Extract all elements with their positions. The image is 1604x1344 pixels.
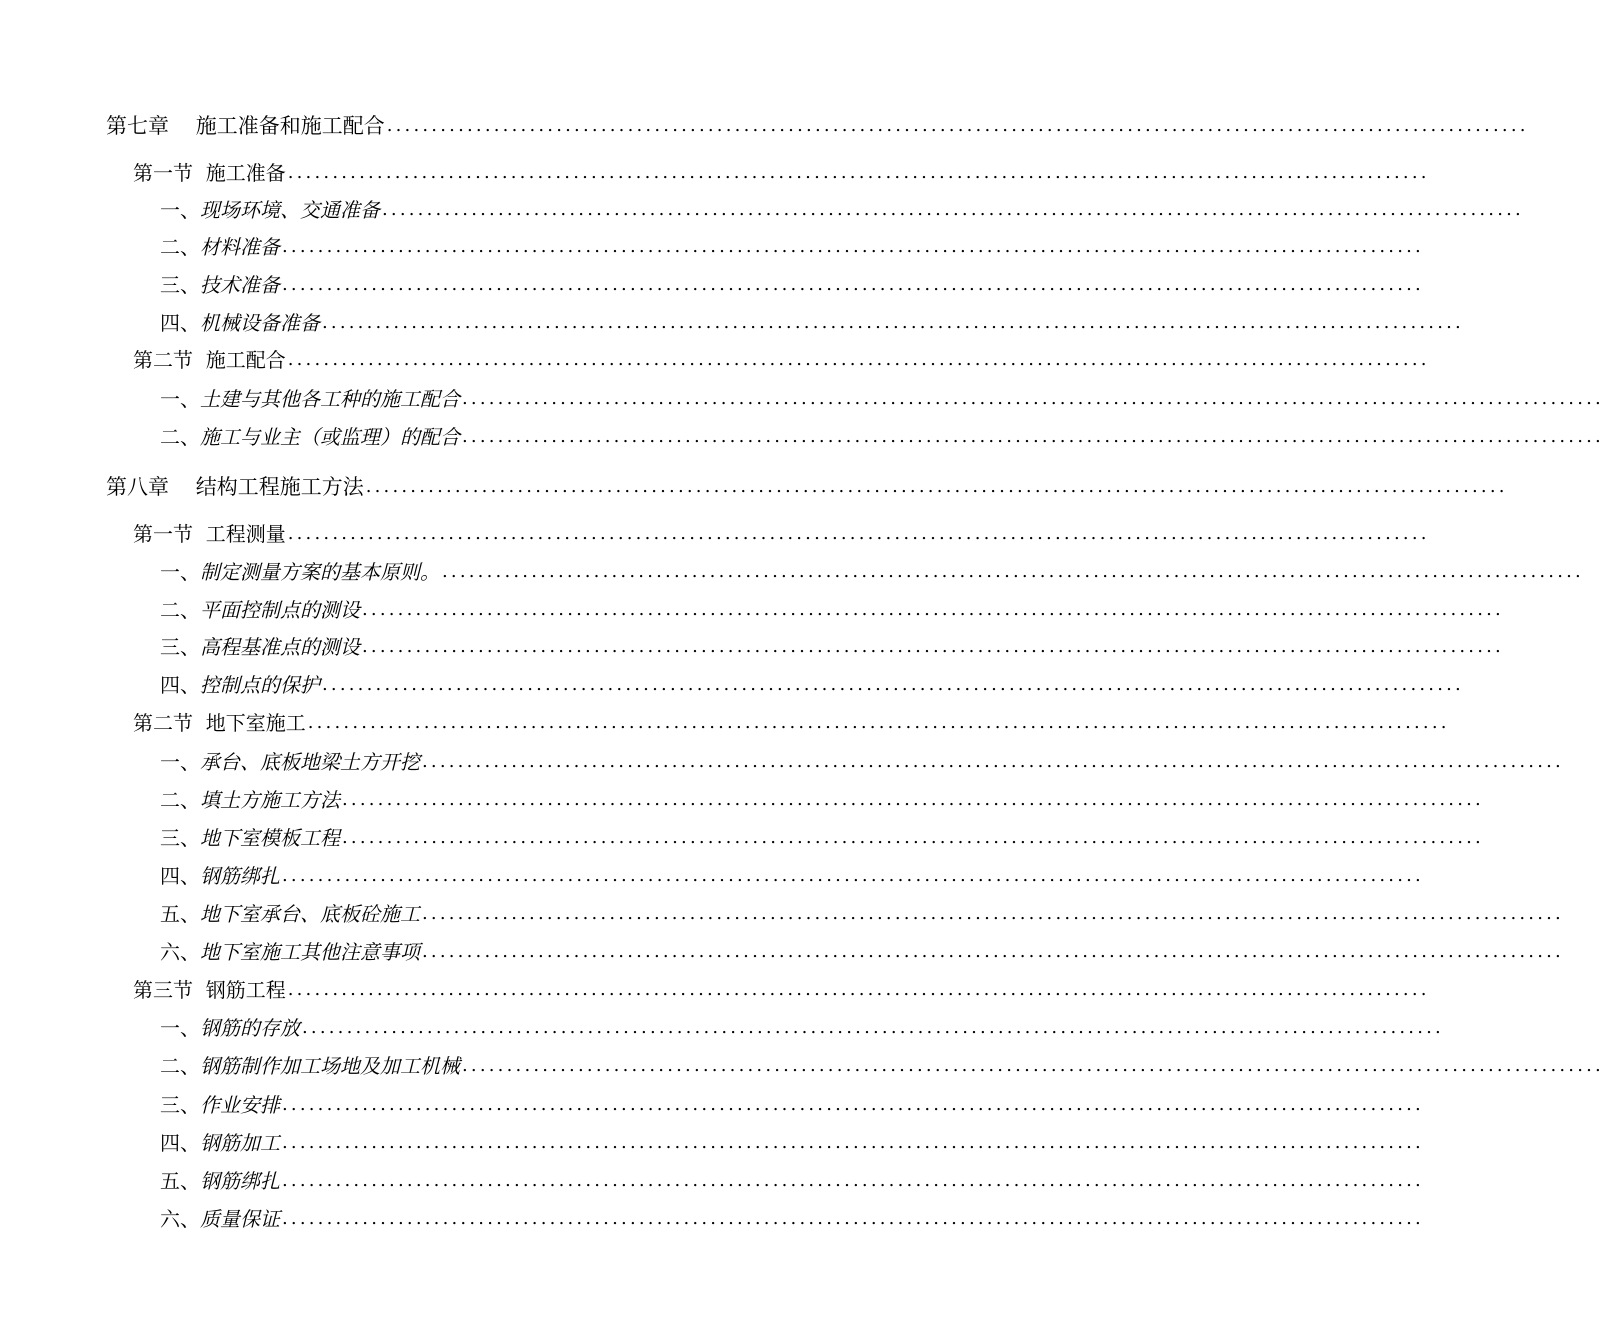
item-title: 钢筋制作加工场地及加工机械	[200, 1054, 460, 1078]
dot-leader: ................................................................................................................................	[386, 115, 1529, 136]
dot-leader: ................................................................................................................................	[282, 1132, 1424, 1153]
item-title: 作业安排	[200, 1093, 280, 1117]
dot-leader: ................................................................................................................................	[282, 274, 1424, 295]
toc-label	[160, 383, 460, 415]
item-title: 地下室模板工程	[200, 826, 340, 850]
toc-item[interactable]	[160, 307, 1464, 339]
toc-label	[160, 1165, 280, 1197]
toc-label	[160, 1089, 280, 1121]
toc-label: 第八章 结构工程施工方法	[106, 475, 364, 499]
toc-section-8-2[interactable]	[133, 707, 1450, 739]
item-number: 三、	[160, 273, 200, 297]
toc-label	[160, 1127, 280, 1159]
dot-leader: ................................................................................................................................	[287, 349, 1430, 370]
toc-label	[160, 556, 440, 588]
toc-label	[160, 421, 460, 453]
dot-leader: ................................................................................................................................	[282, 1208, 1424, 1229]
toc-label	[160, 1203, 280, 1235]
dot-leader: ................................................................................................................................	[462, 426, 1604, 447]
dot-leader: ................................................................................................................................	[342, 789, 1484, 810]
toc-chapter-8[interactable]	[106, 471, 1508, 503]
dot-leader: ................................................................................................................................	[322, 674, 1464, 695]
toc-section-8-3[interactable]	[133, 974, 1430, 1006]
item-number: 一、	[160, 387, 200, 411]
toc-label	[160, 860, 280, 892]
toc-label	[160, 784, 340, 816]
item-number: 一、	[160, 1016, 200, 1040]
dot-leader: ................................................................................................................................	[342, 827, 1484, 848]
item-number: 一、	[160, 198, 200, 222]
item-number: 六、	[160, 940, 200, 964]
toc-item[interactable]	[160, 383, 1604, 415]
dot-leader: ................................................................................................................................	[287, 523, 1430, 544]
toc-item[interactable]	[160, 1165, 1424, 1197]
item-number: 三、	[160, 635, 200, 659]
toc-item[interactable]	[160, 1203, 1424, 1235]
item-title: 钢筋的存放	[200, 1016, 300, 1040]
item-number: 五、	[160, 1169, 200, 1193]
toc-label	[160, 746, 420, 778]
item-number: 二、	[160, 788, 200, 812]
item-number: 六、	[160, 1207, 200, 1231]
toc-item[interactable]	[160, 746, 1564, 778]
item-number: 二、	[160, 1054, 200, 1078]
dot-leader: ................................................................................................................................	[462, 1055, 1604, 1076]
item-title: 质量保证	[200, 1207, 280, 1231]
dot-leader: ................................................................................................................................	[282, 1170, 1424, 1191]
toc-section-7-1[interactable]	[133, 157, 1430, 189]
item-number: 五、	[160, 902, 200, 926]
toc-item[interactable]	[160, 194, 1524, 226]
dot-leader: ................................................................................................................................	[422, 903, 1564, 924]
item-number: 四、	[160, 1131, 200, 1155]
toc-item[interactable]	[160, 594, 1504, 626]
item-title: 现场环境、交通准备	[200, 198, 380, 222]
toc-item[interactable]	[160, 231, 1424, 263]
toc-item[interactable]	[160, 1050, 1604, 1082]
toc-item[interactable]	[160, 784, 1484, 816]
item-title: 制定测量方案的基本原则。	[200, 560, 440, 584]
toc-label	[160, 231, 280, 263]
toc-label: 第二节 施工配合	[133, 348, 286, 372]
dot-leader: ................................................................................................................................	[282, 1094, 1424, 1115]
toc-section-7-2[interactable]	[133, 344, 1430, 376]
dot-leader: ................................................................................................................................	[422, 941, 1564, 962]
item-title: 施工与业主（或监理）的配合	[200, 425, 460, 449]
dot-leader: ................................................................................................................................	[282, 865, 1424, 886]
dot-leader: ................................................................................................................................	[362, 599, 1504, 620]
toc-label: 第一节 工程测量	[133, 522, 286, 546]
item-title: 机械设备准备	[200, 311, 320, 335]
item-number: 四、	[160, 864, 200, 888]
toc-label	[160, 669, 320, 701]
item-title: 地下室施工其他注意事项	[200, 940, 420, 964]
dot-leader: ................................................................................................................................	[365, 476, 1508, 497]
toc-label	[160, 1050, 460, 1082]
item-title: 高程基准点的测设	[200, 635, 360, 659]
item-number: 一、	[160, 560, 200, 584]
item-number: 四、	[160, 673, 200, 697]
item-number: 四、	[160, 311, 200, 335]
toc-item[interactable]	[160, 1089, 1424, 1121]
item-title: 材料准备	[200, 235, 280, 259]
item-number: 二、	[160, 235, 200, 259]
item-number: 二、	[160, 425, 200, 449]
item-title: 技术准备	[200, 273, 280, 297]
dot-leader: ................................................................................................................................	[362, 636, 1504, 657]
toc-label	[160, 631, 360, 663]
item-title: 钢筋绑扎	[200, 864, 280, 888]
dot-leader: ................................................................................................................................	[287, 162, 1430, 183]
toc-item[interactable]	[160, 421, 1604, 453]
toc-item[interactable]	[160, 556, 1584, 588]
toc-label: 第三节 钢筋工程	[133, 978, 286, 1002]
item-number: 三、	[160, 826, 200, 850]
toc-label	[160, 898, 420, 930]
toc-label	[160, 269, 280, 301]
item-title: 平面控制点的测设	[200, 598, 360, 622]
toc-item[interactable]	[160, 936, 1564, 968]
toc-item[interactable]	[160, 860, 1424, 892]
dot-leader: ................................................................................................................................	[282, 236, 1424, 257]
toc-item[interactable]	[160, 669, 1464, 701]
toc-label: 第二节 地下室施工	[133, 711, 306, 735]
item-title: 承台、底板地梁土方开挖	[200, 750, 420, 774]
toc-chapter-7[interactable]	[106, 110, 1529, 142]
item-title: 控制点的保护	[200, 673, 320, 697]
toc-label	[160, 1012, 300, 1044]
dot-leader: ................................................................................................................................	[307, 712, 1450, 733]
dot-leader: ................................................................................................................................	[302, 1017, 1444, 1038]
item-title: 钢筋加工	[200, 1131, 280, 1155]
toc-item[interactable]	[160, 269, 1424, 301]
dot-leader: ................................................................................................................................	[382, 199, 1524, 220]
dot-leader: ................................................................................................................................	[442, 561, 1584, 582]
toc-label	[160, 822, 340, 854]
item-number: 三、	[160, 1093, 200, 1117]
toc-label: 第一节 施工准备	[133, 161, 286, 185]
toc-label	[160, 194, 380, 226]
toc-item[interactable]	[160, 1012, 1444, 1044]
toc-item[interactable]	[160, 1127, 1424, 1159]
item-title: 钢筋绑扎	[200, 1169, 280, 1193]
toc-item[interactable]	[160, 631, 1504, 663]
item-number: 二、	[160, 598, 200, 622]
dot-leader: ................................................................................................................................	[322, 312, 1464, 333]
toc-label	[160, 936, 420, 968]
dot-leader: ................................................................................................................................	[462, 388, 1604, 409]
toc-label	[160, 594, 360, 626]
dot-leader: ................................................................................................................................	[287, 979, 1430, 1000]
toc-item[interactable]	[160, 898, 1564, 930]
dot-leader: ................................................................................................................................	[422, 751, 1564, 772]
toc-item[interactable]	[160, 822, 1484, 854]
item-title: 土建与其他各工种的施工配合	[200, 387, 460, 411]
toc-label: 第七章 施工准备和施工配合	[106, 114, 385, 138]
toc-section-8-1[interactable]	[133, 518, 1430, 550]
item-number: 一、	[160, 750, 200, 774]
toc-label	[160, 307, 320, 339]
item-title: 地下室承台、底板砼施工	[200, 902, 420, 926]
item-title: 填土方施工方法	[200, 788, 340, 812]
